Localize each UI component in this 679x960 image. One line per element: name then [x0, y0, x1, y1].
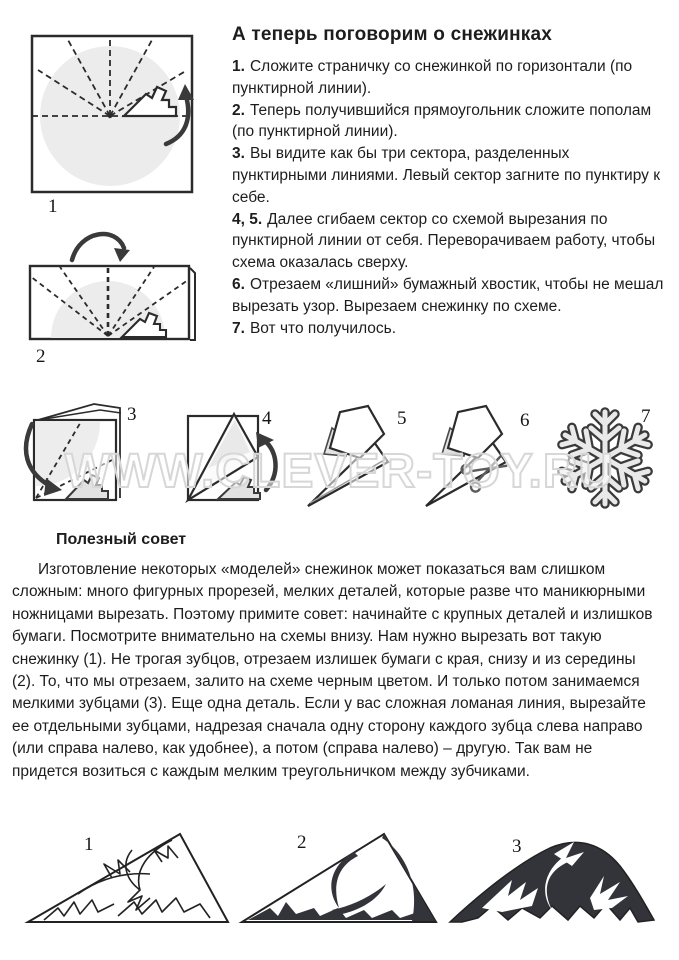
- fold-diagram-3: [22, 398, 132, 508]
- fold-arrow-head: [114, 248, 130, 262]
- instruction-item: [232, 209, 666, 274]
- fold-arrow-icon: [264, 440, 276, 490]
- center-dot: [108, 114, 112, 118]
- instruction-number: 6.: [232, 275, 245, 293]
- page-title: А теперь поговорим о снежинках: [232, 24, 553, 45]
- tip-heading: Полезный совет: [56, 531, 187, 548]
- instruction-item: [232, 274, 666, 318]
- instruction-item: [232, 100, 666, 144]
- fold-diagram-6: [418, 404, 526, 514]
- instruction-text: Вы видите как бы три сектора, разделенных пунктирными линиями. Левый сектор загните по пунктиру к себе.: [232, 145, 660, 206]
- fold-diagram-2: [24, 218, 206, 346]
- figure-1-label: 1: [48, 196, 58, 217]
- watermark: WWW.CLEVER-TOY.RU: [64, 445, 615, 498]
- cut-scheme-3: [442, 828, 662, 932]
- figure-2-label: 2: [36, 346, 46, 367]
- instruction-text: Отрезаем «лишний» бумажный хвостик, чтобы не мешал вырезать узор. Вырезаем снежинку по схеме.: [232, 275, 664, 315]
- figure-6-label: 6: [520, 410, 530, 431]
- scheme-1-label: 1: [84, 834, 94, 855]
- instruction-item: [232, 318, 666, 340]
- tip-body: Изготовление некоторых «моделей» снежинок может показаться вам слишком сложным: много фигурных прорезей, мелких деталей, которые разве что маникюрными ножницами вырезать. Поэтому примите совет: начинайте с крупных деталей и излишков бумаги. Посмотрите внимательно на схемы внизу. Нам нужно вырезать вот такую снежинку (1). Не трогая зубцов, отрезаем излишек бумаги с края, снизу и из середины (2). То, что мы отрезаем, залито на схеме черным цветом. И только потом занимаемся мелкими зубцами (3). Еще одна деталь. Если у вас сложная ломаная линия, вырезайте ее отдельными зубцами, надрезая сначала одну сторону каждого зубца слева направо (или справа налево, как удобнее), а потом (справа налево) – другую. Так вам не придется возиться с каждым мелким треугольничком между зубчиками.: [12, 561, 653, 780]
- instruction-text: Далее сгибаем сектор со схемой вырезания по пунктирной линии от себя. Переворачиваем работу, чтобы схема оказалась сверху.: [232, 210, 656, 272]
- instruction-text: Вот что получилось.: [249, 319, 397, 337]
- fold-diagram-6-drawing: [418, 404, 526, 514]
- scheme-2-label: 2: [297, 832, 307, 853]
- cut-scheme-2: [236, 824, 442, 930]
- instruction-text: Теперь получившийся прямоугольник сложите пополам (по пунктирной линии).: [232, 101, 652, 141]
- fold-diagram-5: [300, 404, 402, 512]
- cut-result-shape: [450, 842, 654, 922]
- cut-scheme-1-drawing: [22, 826, 234, 930]
- instruction-number: 3.: [232, 145, 245, 163]
- cut-scheme-1: [22, 826, 234, 930]
- fold-diagram-3-drawing: [22, 398, 132, 508]
- cut-scheme-3-drawing: [442, 828, 662, 932]
- instruction-number: 7.: [232, 319, 245, 337]
- page-edge: [190, 268, 195, 340]
- figure-7-label: 7: [641, 406, 651, 427]
- fold-diagram-1: [28, 32, 210, 202]
- instruction-number: 4, 5.: [232, 210, 263, 228]
- fold-diagram-2-drawing: [24, 218, 206, 346]
- instruction-item: [232, 143, 666, 208]
- cut-scheme-2-drawing: [236, 824, 442, 930]
- instruction-number: 1.: [232, 58, 245, 75]
- instruction-text: Сложите страничку со снежинкой по горизонтали (по пунктирной линии).: [232, 58, 633, 97]
- instruction-list: [232, 56, 666, 339]
- fold-diagram-5-drawing: [300, 404, 402, 512]
- figure-4-label: 4: [262, 408, 272, 429]
- fold-crease: [310, 459, 386, 503]
- instruction-item: [232, 56, 666, 100]
- fold-diagram-1-drawing: [28, 32, 210, 202]
- figure-5-label: 5: [397, 408, 407, 429]
- figure-3-label: 3: [127, 404, 137, 425]
- fold-arrow-icon: [72, 234, 124, 260]
- scheme-3-label: 3: [512, 836, 522, 857]
- instruction-number: 2.: [232, 101, 245, 119]
